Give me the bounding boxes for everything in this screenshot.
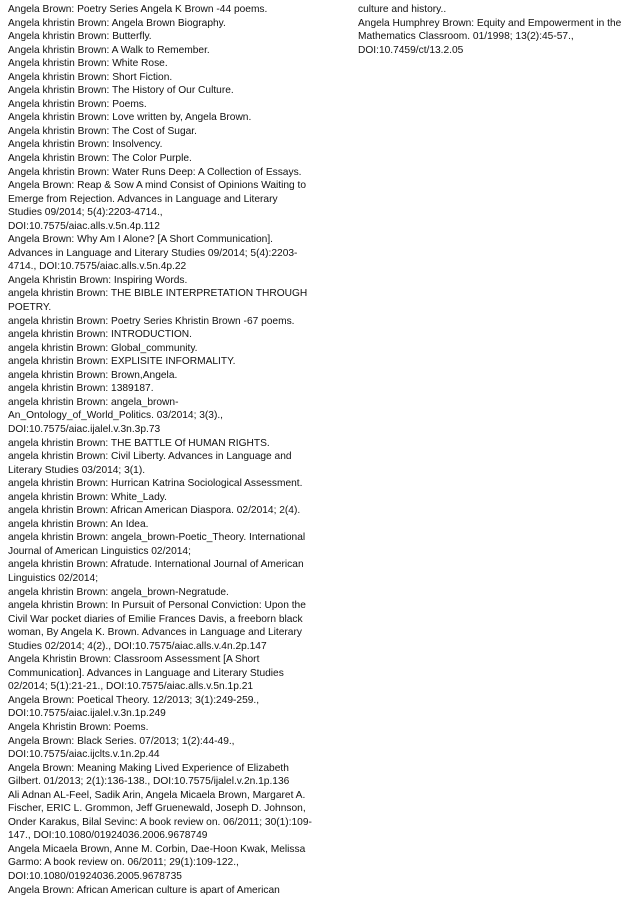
publication-entry: Ali Adnan AL-Feel, Sadik Arin, Angela Micaela Brown, Margaret A. Fischer, ERIC L. Grommon, Jeff Gruenewald, Joseph D. Johnson, Onder Karakus, Bilal Sevinc: A book review on. 06/2011; 30(1):109-147., DOI:10.1080/01924036.2006.9678749 xyxy=(8,789,312,842)
publication-entry: Angela Humphrey Brown: Equity and Empowerment in the Mathematics Classroom. 01/1998; 13(2):45-57., DOI:10.7459/ct/13.2.05 xyxy=(358,17,622,56)
publication-entry: Angela khristin Brown: Water Runs Deep: A Collection of Essays. xyxy=(8,166,302,178)
publication-entry: culture and history.. xyxy=(358,4,447,15)
publication-entry: angela khristin Brown: Poetry Series Khristin Brown -67 poems. xyxy=(8,315,295,327)
publication-entry: Angela khristin Brown: Angela Brown Biography. xyxy=(8,17,226,29)
publication-entry: angela khristin Brown: angela_brown-Negratude. xyxy=(8,586,229,598)
publication-entry: Angela khristin Brown: Love written by, Angela Brown. xyxy=(8,112,252,124)
publication-entry: Angela Brown: Poetry Series Angela K Brown -44 poems. xyxy=(8,4,268,15)
publication-list-right-column xyxy=(358,3,636,57)
publication-entry: angela khristin Brown: Afratude. International Journal of American Linguistics 02/2014; xyxy=(8,559,304,584)
publication-list-left-column xyxy=(8,3,313,897)
publication-entry: angela khristin Brown: Global_community. xyxy=(8,342,198,354)
publication-entry: Angela khristin Brown: A Walk to Remember. xyxy=(8,44,210,56)
publication-entry: Angela Brown: Meaning Making Lived Experience of Elizabeth Gilbert. 01/2013; 2(1):136-138., DOI:10.7575/ijalel.v.2n.1p.136 xyxy=(8,762,290,788)
publication-entry: Angela Khristin Brown: Classroom Assessment [A Short Communication]. Advances in Language and Literary Studies 02/2014; 5(1):21-21., DOI:10.7575/aiac.alls.v.5n.1p.21 xyxy=(8,654,284,693)
publication-entry: Angela khristin Brown: Poems. xyxy=(8,98,147,110)
publication-entry: Angela Brown: Why Am I Alone? [A Short Communication]. Advances in Language and Literary Studies 09/2014; 5(4):2203-4714., DOI:10.7575/aiac.alls.v.5n.4p.22 xyxy=(8,234,298,273)
publication-entry: Angela khristin Brown: Insolvency. xyxy=(8,139,163,151)
publication-entry: angela khristin Brown: White_Lady. xyxy=(8,491,167,503)
publication-entry: Angela khristin Brown: The History of Our Culture. xyxy=(8,85,234,97)
publication-entry: angela khristin Brown: THE BIBLE INTERPRETATION THROUGH POETRY. xyxy=(8,288,308,314)
publication-entry: angela khristin Brown: Hurrican Katrina Sociological Assessment. xyxy=(8,478,303,490)
publication-entry: Angela khristin Brown: Butterfly. xyxy=(8,31,152,43)
publication-entry: Angela khristin Brown: Short Fiction. xyxy=(8,71,173,83)
publication-entry: Angela khristin Brown: White Rose. xyxy=(8,58,168,70)
publication-entry: angela khristin Brown: EXPLISITE INFORMALITY. xyxy=(8,356,236,368)
publication-entry: angela khristin Brown: angela_brown-An_Ontology_of_World_Politics. 03/2014; 3(3)., DOI:10.7575/aiac.ijalel.v.3n.3p.73 xyxy=(8,396,224,435)
publication-entry: angela khristin Brown: INTRODUCTION. xyxy=(8,329,192,341)
publication-entry: angela khristin Brown: Brown,Angela. xyxy=(8,369,178,381)
publication-entry: Angela Brown: Poetical Theory. 12/2013; 3(1):249-259., DOI:10.7575/aiac.ijalel.v.3n.1p.249 xyxy=(8,694,260,720)
publication-entry: Angela khristin Brown: The Color Purple. xyxy=(8,153,192,165)
publication-entry: angela khristin Brown: In Pursuit of Personal Conviction: Upon the Civil War pocket diaries of Emilie Frances Davis, a freeborn black woman, By Angela K. Brown. Advances in Language and Literary Studies 02/2014; 4(2)., DOI:10.7575/aiac.alls.v.4n.2p.147 xyxy=(8,600,306,652)
publication-entry: angela khristin Brown: Civil Liberty. Advances in Language and Literary Studies 03/2014; 3(1). xyxy=(8,451,292,476)
publication-entry: angela khristin Brown: 1389187. xyxy=(8,383,154,395)
publication-entry: angela khristin Brown: An Idea. xyxy=(8,518,149,530)
publication-entry: Angela khristin Brown: The Cost of Sugar. xyxy=(8,125,197,137)
publication-entry: angela khristin Brown: THE BATTLE Of HUMAN RIGHTS. xyxy=(8,437,270,449)
publication-entry: angela khristin Brown: angela_brown-Poetic_Theory. International Journal of American Linguistics 02/2014; xyxy=(8,532,306,557)
publication-entry: Angela Brown: African American culture is apart of American xyxy=(8,884,280,896)
publication-entry: angela khristin Brown: African American Diaspora. 02/2014; 2(4). xyxy=(8,505,301,517)
publication-entry: Angela Khristin Brown: Poems. xyxy=(8,721,149,733)
publication-entry: Angela Brown: Black Series. 07/2013; 1(2):44-49., DOI:10.7575/aiac.ijclts.v.1n.2p.44 xyxy=(8,735,235,761)
publication-entry: Angela Brown: Reap & Sow A mind Consist of Opinions Waiting to Emerge from Rejection. Advances in Language and Literary Studies 09/2014; 5(4):2203-4714., DOI:10.7575/aiac.alls.v.5n.4p.112 xyxy=(8,180,307,232)
publication-entry: Angela Khristin Brown: Inspiring Words. xyxy=(8,274,188,286)
publication-entry: Angela Micaela Brown, Anne M. Corbin, Dae-Hoon Kwak, Melissa Garmo: A book review on. 06/2011; 29(1):109-122., DOI:10.1080/01924036.2005.9678735 xyxy=(8,843,306,882)
